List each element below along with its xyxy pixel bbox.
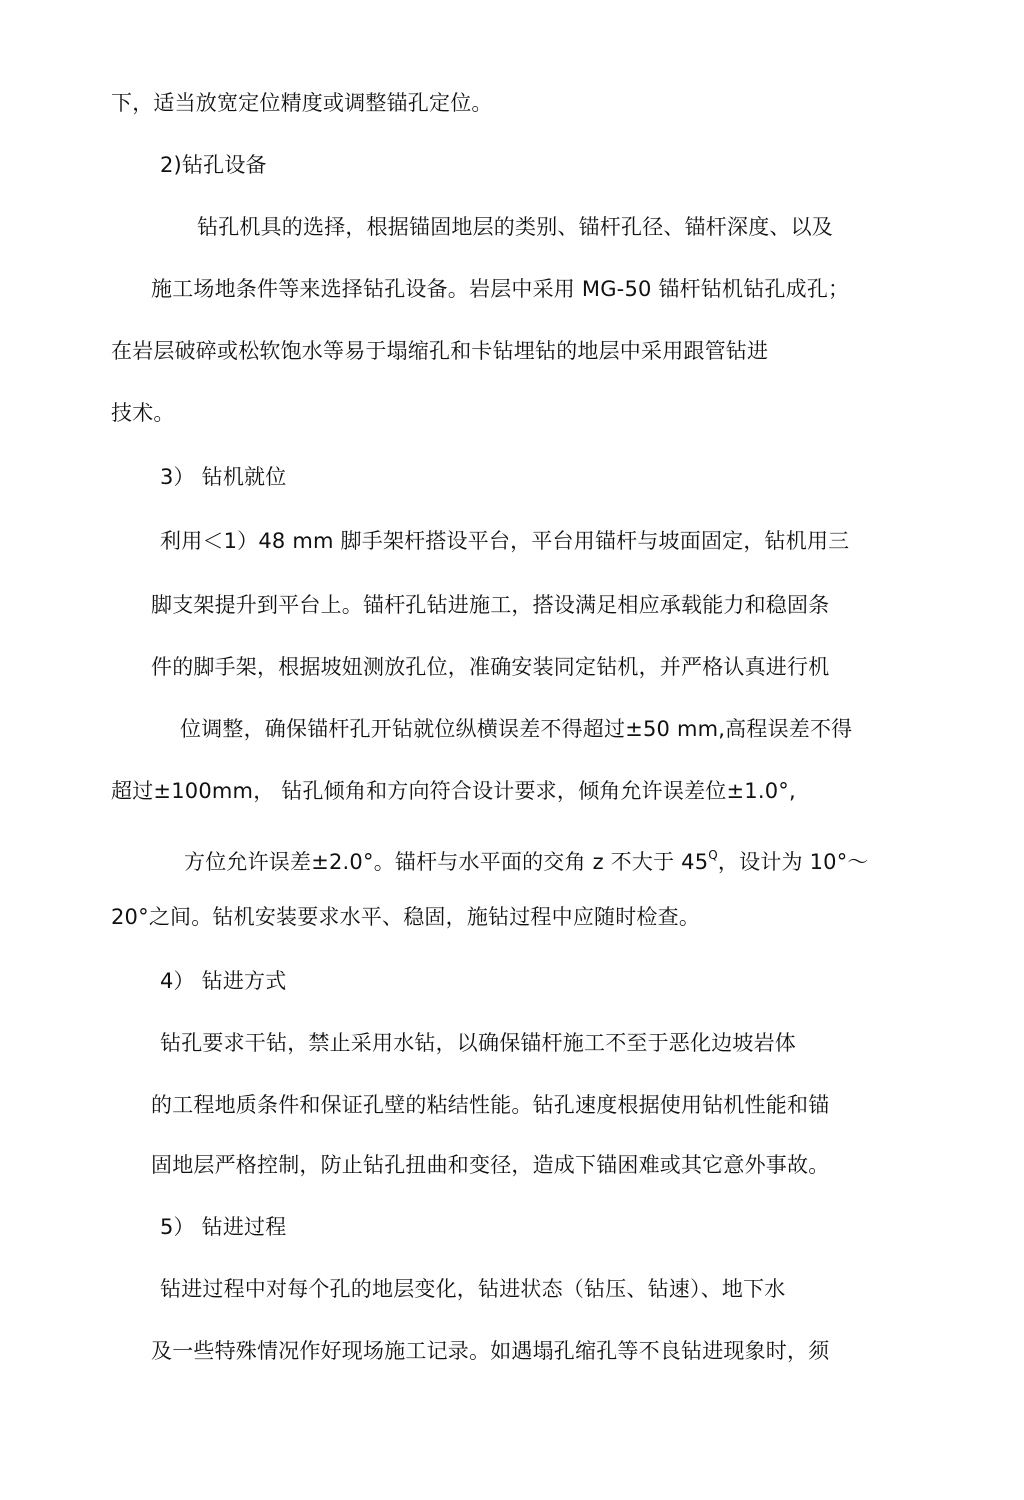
text-line: 20°之间。钻机安装要求水平、稳固，施钻过程中应随时检查。 — [111, 905, 701, 929]
text-line: 脚支架提升到平台上。锚杆孔钻进施工，搭设满足相应承载能力和稳固条 — [151, 593, 830, 617]
text-line: 钻孔要求干钻，禁止采用水钻，以确保锚杆施工不至于恶化边坡岩体 — [160, 1031, 796, 1055]
section-heading: 5） 钻进过程 — [160, 1215, 287, 1239]
text-line: 固地层严格控制，防止钻孔扭曲和变径，造成下锚困难或其它意外事故。 — [151, 1153, 830, 1177]
text-segment: 方位允许误差±2.0°。锚杆与水平面的交角 z 不大于 45 — [184, 850, 709, 874]
text-line: 钻进过程中对每个孔的地层变化，钻进状态（钻压、钻速）、地下水 — [160, 1277, 786, 1301]
section-heading: 3） 钻机就位 — [160, 465, 287, 489]
text-line-with-superscript — [184, 841, 869, 876]
section-heading: 2)钻孔设备 — [160, 153, 267, 177]
text-line: 及一些特殊情况作好现场施工记录。如遇塌孔缩孔等不良钻进现象时，须 — [151, 1339, 830, 1363]
text-line: 超过±100mm， 钻孔倾角和方向符合设计要求，倾角允许误差位±1.0°, — [111, 779, 796, 803]
text-line: 在岩层破碎或松软饱水等易于塌缩孔和卡钻埋钻的地层中采用跟管钻进 — [111, 339, 769, 363]
text-line: 施工场地条件等来选择钻孔设备。岩层中采用 MG-50 锚杆钻机钻孔成孔； — [151, 277, 850, 301]
text-line: 钻孔机具的选择，根据锚固地层的类别、锚杆孔径、锚杆深度、以及 — [197, 215, 833, 239]
text-line: 利用＜1）48 mm 脚手架杆搭设平台，平台用锚杆与坡面固定，钻机用三 — [160, 529, 850, 553]
text-segment: ，设计为 10°～ — [717, 850, 869, 874]
superscript-mark: Q — [708, 848, 718, 862]
text-line: 位调整，确保锚杆孔开钻就位纵横误差不得超过±50 mm,高程误差不得 — [180, 717, 853, 741]
text-line: 下，适当放宽定位精度或调整锚孔定位。 — [111, 91, 493, 115]
section-heading: 4） 钻进方式 — [160, 969, 287, 993]
text-line: 技术。 — [111, 401, 175, 425]
text-line: 的工程地质条件和保证孔壁的粘结性能。钻孔速度根据使用钻机性能和锚 — [151, 1093, 830, 1117]
text-line: 件的脚手架，根据坡妞测放孔位，准确安装同定钻机，并严格认真进行机 — [151, 655, 830, 679]
